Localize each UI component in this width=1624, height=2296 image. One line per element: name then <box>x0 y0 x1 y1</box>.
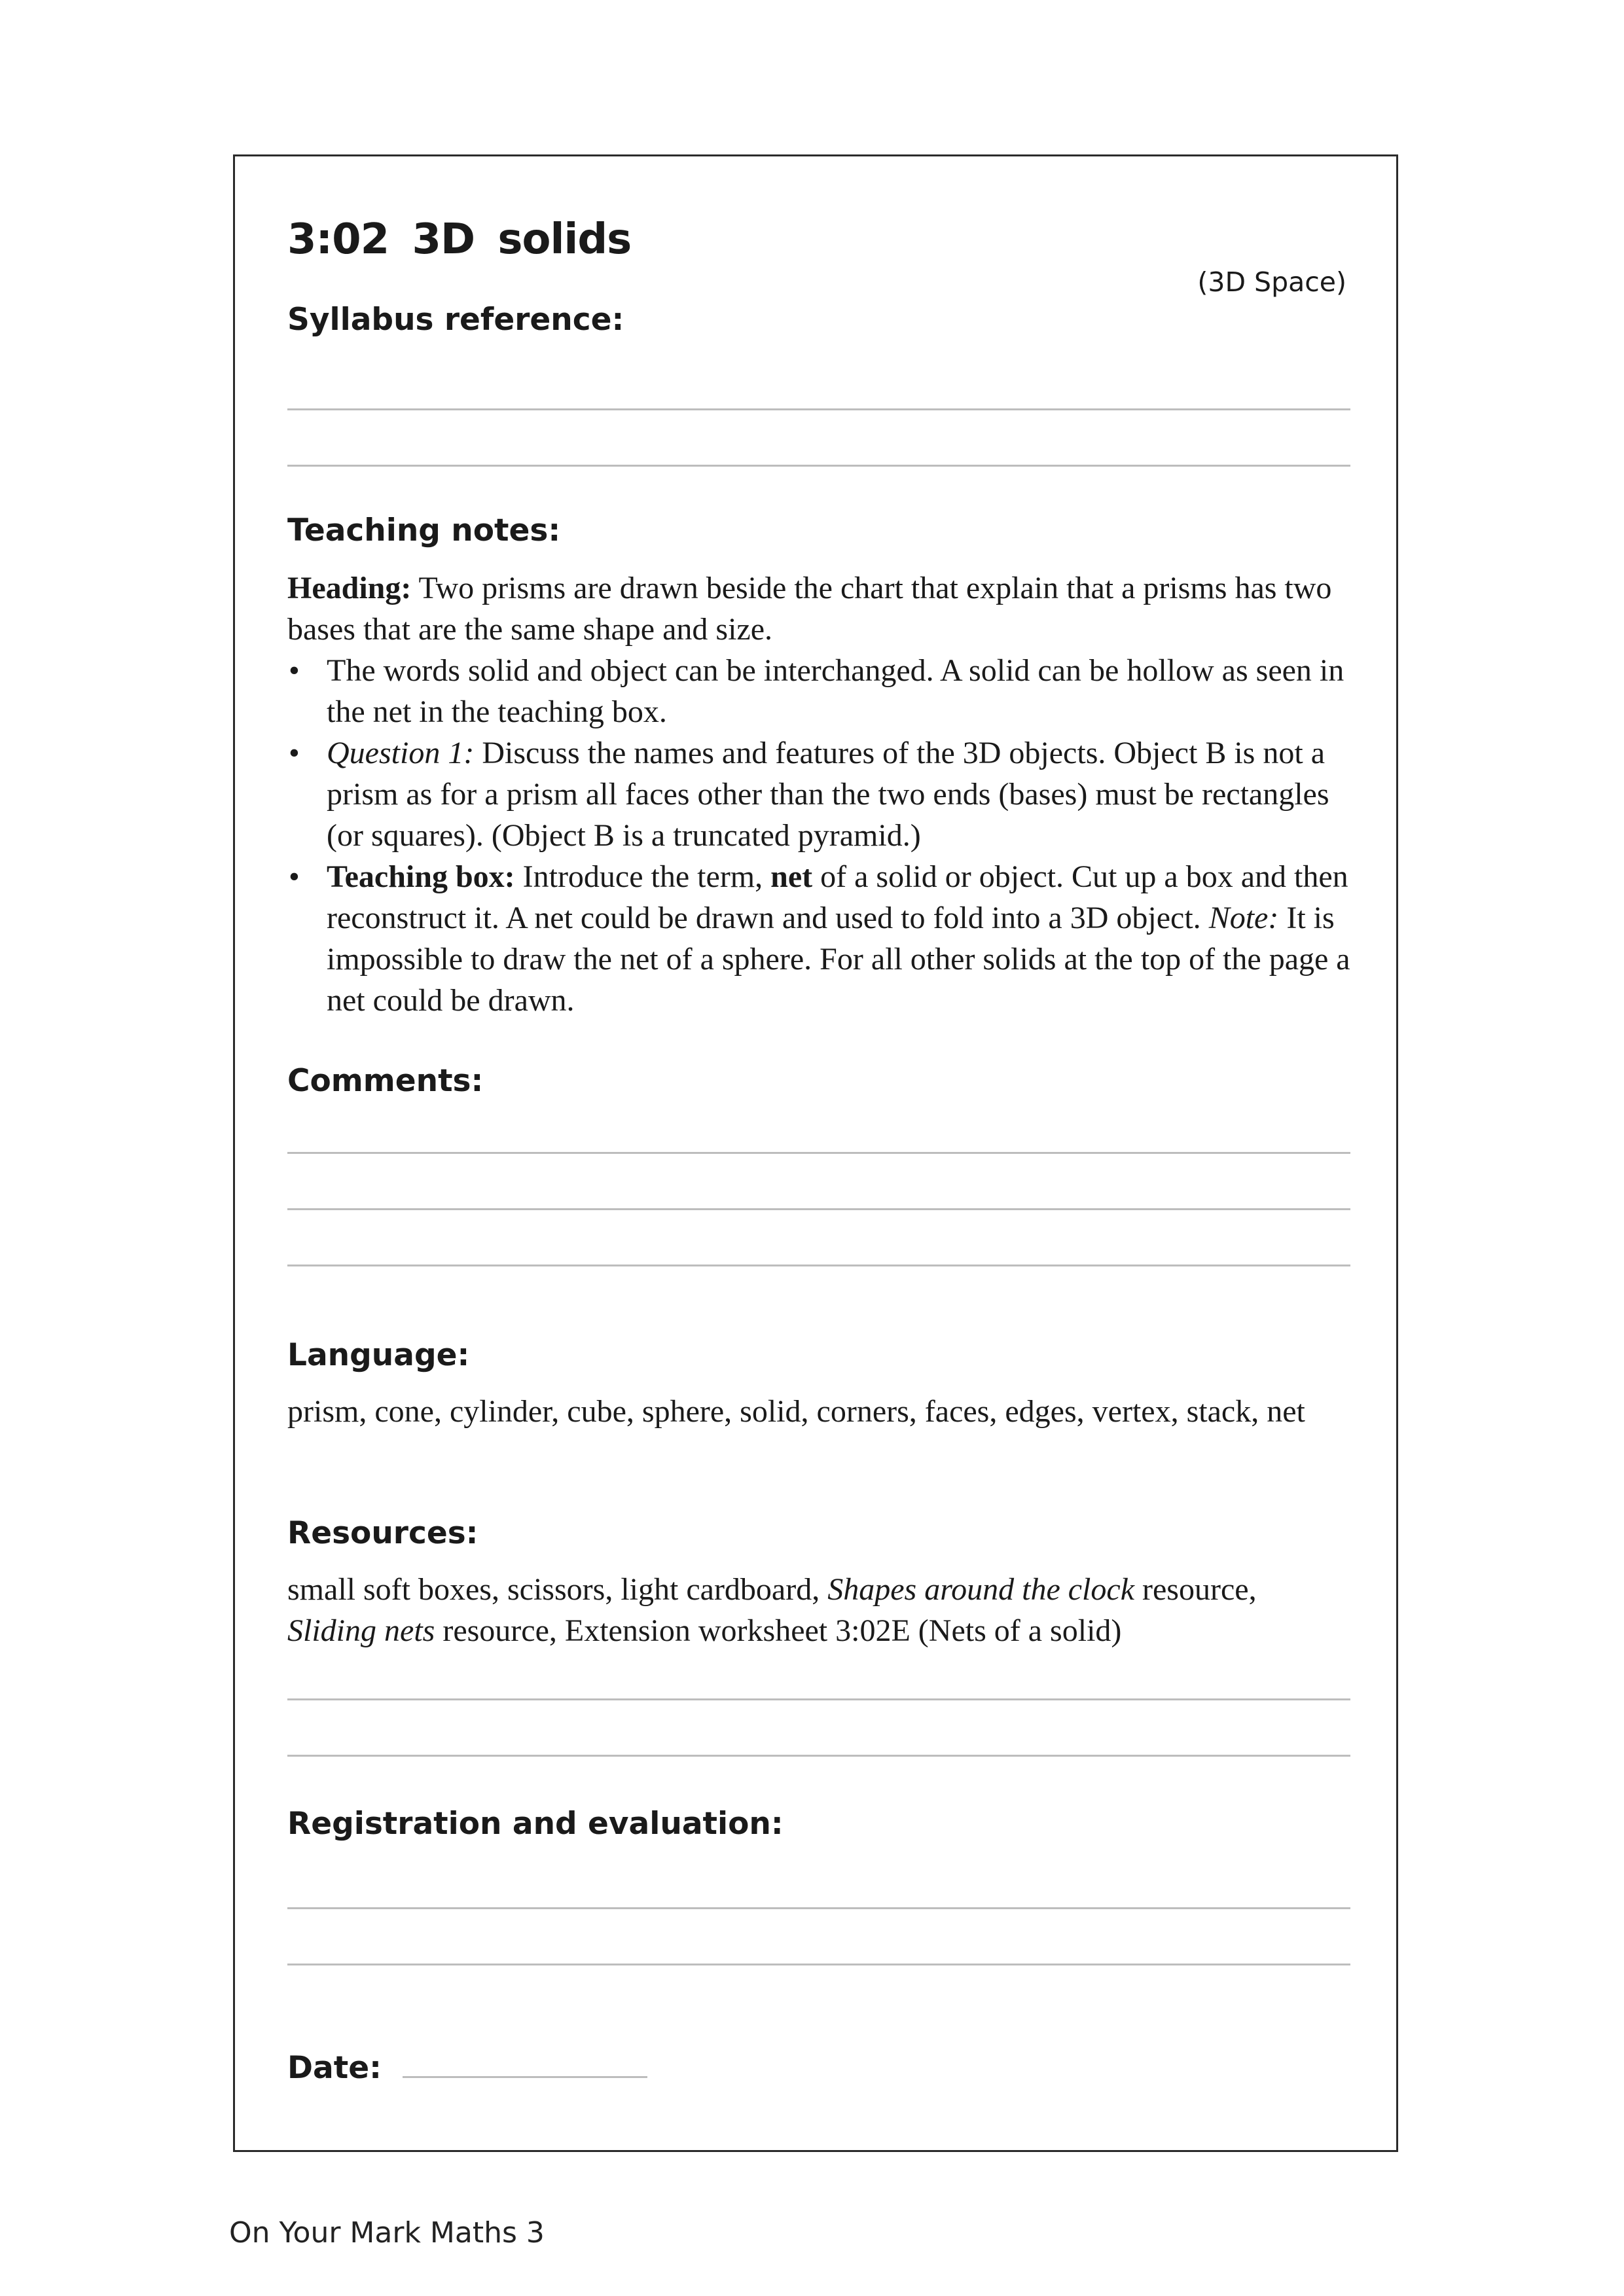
teaching-notes-body <box>287 567 1350 1021</box>
intro-label: Heading: <box>287 571 412 605</box>
strand-label: (3D Space) <box>1197 266 1346 298</box>
lesson-number: 3:02 <box>287 215 389 264</box>
resources-text-part: small soft boxes, scissors, light cardboard, <box>287 1572 828 1607</box>
list-item <box>287 650 1350 732</box>
registration-line-2 <box>287 1964 1350 1965</box>
comments-line-3 <box>287 1265 1350 1266</box>
syllabus-line-1 <box>287 408 1350 410</box>
bullet-label: Teaching box: <box>327 859 515 894</box>
bullet-text: Discuss the names and features of the 3D objects. Object B is not a prism as for a prism all faces other than the two ends (bases) must be rectangles (or squares). (Object B is a truncated pyramid.) <box>327 736 1329 853</box>
note-text: It is impossible to draw the net of a sphere. For all other solids at the top of the page a net could be drawn. <box>327 901 1350 1018</box>
resources-text-part: resource, Extension worksheet 3:02E (Nets of a solid) <box>435 1613 1122 1648</box>
date-field-line <box>403 2076 647 2078</box>
teaching-notes-heading: Teaching notes: <box>287 512 561 548</box>
bullet-text: Introduce the term, <box>514 859 771 894</box>
language-text: prism, cone, cylinder, cube, sphere, solid, corners, faces, edges, vertex, stack, net <box>287 1394 1305 1429</box>
language-heading: Language: <box>287 1337 470 1373</box>
bullet-term: net <box>770 859 813 894</box>
resources-heading: Resources: <box>287 1515 478 1551</box>
resources-text-part: resource, <box>1134 1572 1257 1607</box>
resources-line-1 <box>287 1698 1350 1700</box>
note-label: Note: <box>1208 901 1279 935</box>
list-item <box>287 732 1350 856</box>
registration-heading: Registration and evaluation: <box>287 1806 784 1842</box>
bullet-text: of a solid or object. Cut up a box and then reconstruct it. A net could be drawn and used to fold into a 3D object. <box>327 859 1348 935</box>
comments-heading: Comments: <box>287 1063 484 1099</box>
resource-title: Shapes around the clock <box>827 1572 1134 1607</box>
resource-title: Sliding nets <box>287 1613 435 1648</box>
syllabus-heading: Syllabus reference: <box>287 302 624 338</box>
resources-line-2 <box>287 1755 1350 1757</box>
list-item <box>287 856 1350 1021</box>
bullet-label: Question 1: <box>327 736 475 770</box>
comments-line-1 <box>287 1152 1350 1154</box>
registration-line-1 <box>287 1907 1350 1909</box>
footer-book-title: On Your Mark Maths 3 <box>229 2216 545 2250</box>
comments-line-2 <box>287 1208 1350 1210</box>
resources-text <box>287 1569 1350 1651</box>
page-title <box>287 215 631 264</box>
teaching-notes-list <box>287 650 1350 1021</box>
date-label: Date: <box>287 2050 382 2086</box>
syllabus-line-2 <box>287 465 1350 467</box>
bullet-text: The words solid and object can be interchanged. A solid can be hollow as seen in the net in the teaching box. <box>327 653 1344 729</box>
teaching-notes-intro <box>287 567 1350 650</box>
teacher-notes-sheet <box>233 154 1398 2152</box>
lesson-title: 3D solids <box>412 215 632 264</box>
intro-text: Two prisms are drawn beside the chart that explain that a prisms has two bases that are the same shape and size. <box>287 571 1332 647</box>
